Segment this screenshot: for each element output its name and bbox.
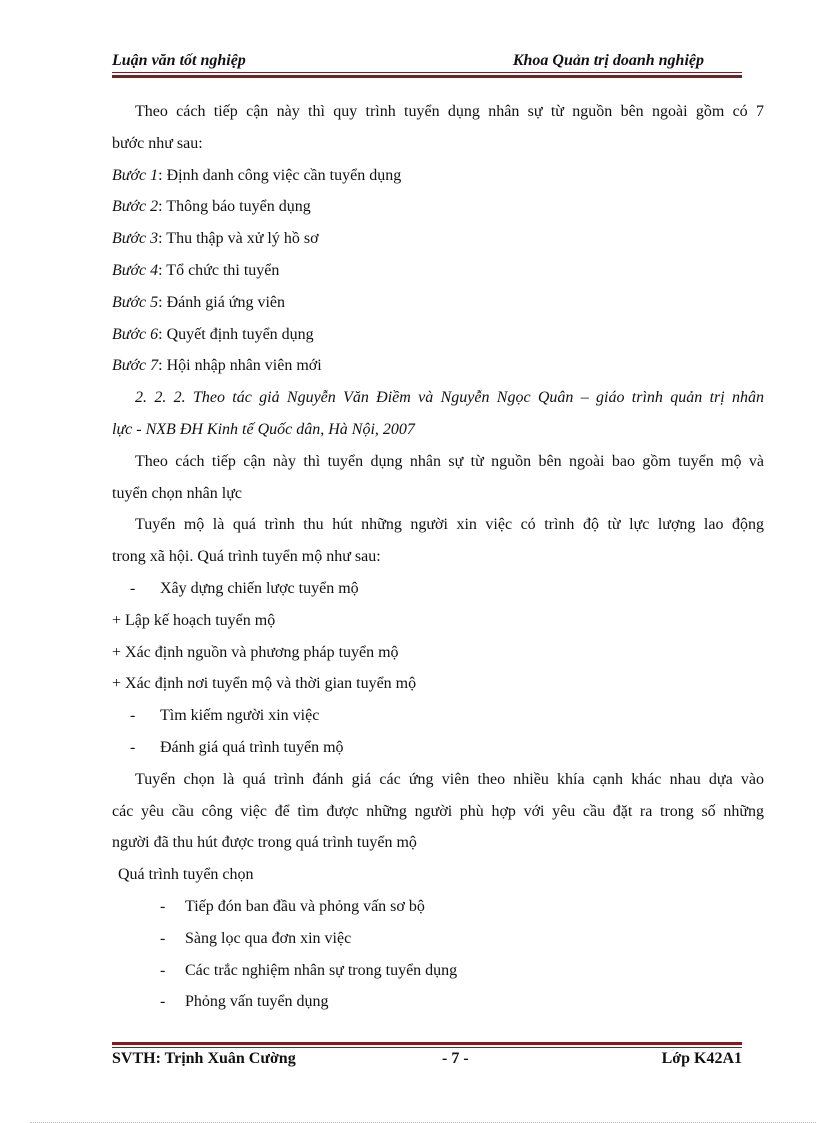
dash-text: Đánh giá quá trình tuyển mộ bbox=[160, 738, 344, 756]
header-rule-thick bbox=[112, 75, 742, 78]
dash-mark: - bbox=[130, 579, 136, 597]
step-label: Bước 7 bbox=[112, 357, 159, 375]
paragraph-line: Tuyển mộ là quá trình thu hút những người xin việc có trình độ từ lực lượng lao động bbox=[135, 516, 764, 534]
step-text: : Định danh công việc cần tuyển dụng bbox=[158, 166, 402, 184]
step-item bbox=[112, 319, 764, 351]
footer-rule-thin bbox=[112, 1047, 742, 1048]
page-footer bbox=[112, 1050, 742, 1074]
dash-mark: - bbox=[160, 897, 166, 915]
step-label: Bước 3 bbox=[112, 230, 159, 248]
paragraph-line: Theo cách tiếp cận này thì tuyển dụng nhân sự từ nguồn bên ngoài bao gồm tuyển mộ và bbox=[135, 452, 764, 470]
dash-mark: - bbox=[130, 707, 136, 725]
paragraph-line: trong xã hội. Quá trình tuyển mộ như sau: bbox=[112, 548, 381, 566]
paragraph-line: tuyển chọn nhân lực bbox=[112, 484, 242, 502]
paragraph-line: Theo cách tiếp cận này thì quy trình tuyển dụng nhân sự từ nguồn bên ngoài gồm có 7 bbox=[135, 103, 764, 120]
paragraph-line: bước như sau: bbox=[112, 134, 203, 152]
dash-text: Tiếp đón ban đầu và phỏng vấn sơ bộ bbox=[185, 897, 425, 915]
step-label: Bước 6 bbox=[112, 325, 159, 343]
step-label: Bước 1 bbox=[112, 166, 159, 184]
dash-text: Xây dựng chiến lược tuyển mộ bbox=[160, 579, 359, 597]
step-label: Bước 2 bbox=[112, 198, 159, 216]
step-item bbox=[112, 255, 764, 287]
dash-text: Tìm kiếm người xin việc bbox=[160, 707, 320, 725]
header-rule-thin bbox=[112, 72, 742, 73]
step-text: : Quyết định tuyển dụng bbox=[158, 325, 314, 343]
header-right: Khoa Quản trị doanh nghiệp bbox=[512, 52, 704, 69]
footer-student: SVTH: Trịnh Xuân Cường bbox=[112, 1050, 296, 1067]
step-item bbox=[112, 191, 764, 223]
plus-item: + Lập kế hoạch tuyển mộ bbox=[112, 611, 276, 629]
step-text: : Tổ chức thi tuyển bbox=[158, 261, 280, 279]
paragraph-line: người đã thu hút được trong quá trình tuyển mộ bbox=[112, 834, 417, 852]
dash-item bbox=[112, 923, 764, 955]
dash-mark: - bbox=[160, 929, 166, 947]
step-item bbox=[112, 223, 764, 255]
dash-item bbox=[112, 891, 764, 923]
dash-item bbox=[112, 732, 764, 764]
paragraph-line: Tuyển chọn là quá trình đánh giá các ứng viên theo nhiều khía cạnh khác nhau dựa vào bbox=[135, 770, 764, 788]
subsection-title: Quá trình tuyển chọn bbox=[118, 866, 254, 884]
dash-text: Các trắc nghiệm nhân sự trong tuyển dụng bbox=[185, 961, 458, 979]
step-text: : Thông báo tuyển dụng bbox=[158, 198, 311, 216]
section-heading-cont: lực - NXB ĐH Kinh tế Quốc dân, Hà Nội, 2007 bbox=[112, 420, 415, 438]
step-label: Bước 4 bbox=[112, 261, 159, 279]
plus-item: + Xác định nguồn và phương pháp tuyển mộ bbox=[112, 643, 399, 661]
dash-item bbox=[112, 955, 764, 987]
plus-item: + Xác định nơi tuyển mộ và thời gian tuyển mộ bbox=[112, 675, 417, 693]
step-text: : Hội nhập nhân viên mới bbox=[158, 357, 322, 375]
dash-mark: - bbox=[160, 961, 166, 979]
dash-text: Sàng lọc qua đơn xin việc bbox=[185, 929, 352, 947]
document-body bbox=[112, 96, 764, 1018]
page-number: - 7 - bbox=[442, 1050, 469, 1067]
step-item bbox=[112, 350, 764, 382]
step-item bbox=[112, 287, 764, 319]
paragraph-line: các yêu cầu công việc để tìm được những người phù hợp với yêu cầu đặt ra trong số những bbox=[112, 802, 764, 820]
dash-item bbox=[112, 986, 764, 1018]
footer-rule-thick bbox=[112, 1042, 742, 1045]
step-text: : Thu thập và xử lý hồ sơ bbox=[158, 230, 319, 248]
dash-mark: - bbox=[160, 993, 166, 1011]
step-text: : Đánh giá ứng viên bbox=[158, 293, 286, 311]
dash-mark: - bbox=[130, 738, 136, 756]
step-label: Bước 5 bbox=[112, 293, 159, 311]
dash-item bbox=[112, 700, 764, 732]
footer-class: Lớp K42A1 bbox=[661, 1050, 742, 1067]
dash-text: Phỏng vấn tuyển dụng bbox=[185, 993, 329, 1011]
page-header bbox=[112, 50, 742, 78]
step-item bbox=[112, 160, 764, 192]
header-left: Luận văn tốt nghiệp bbox=[112, 52, 246, 69]
section-heading: 2. 2. 2. Theo tác giả Nguyễn Văn Điềm và Nguyễn Ngọc Quân – giáo trình quản trị nhân bbox=[135, 389, 764, 407]
dash-item bbox=[112, 573, 764, 605]
